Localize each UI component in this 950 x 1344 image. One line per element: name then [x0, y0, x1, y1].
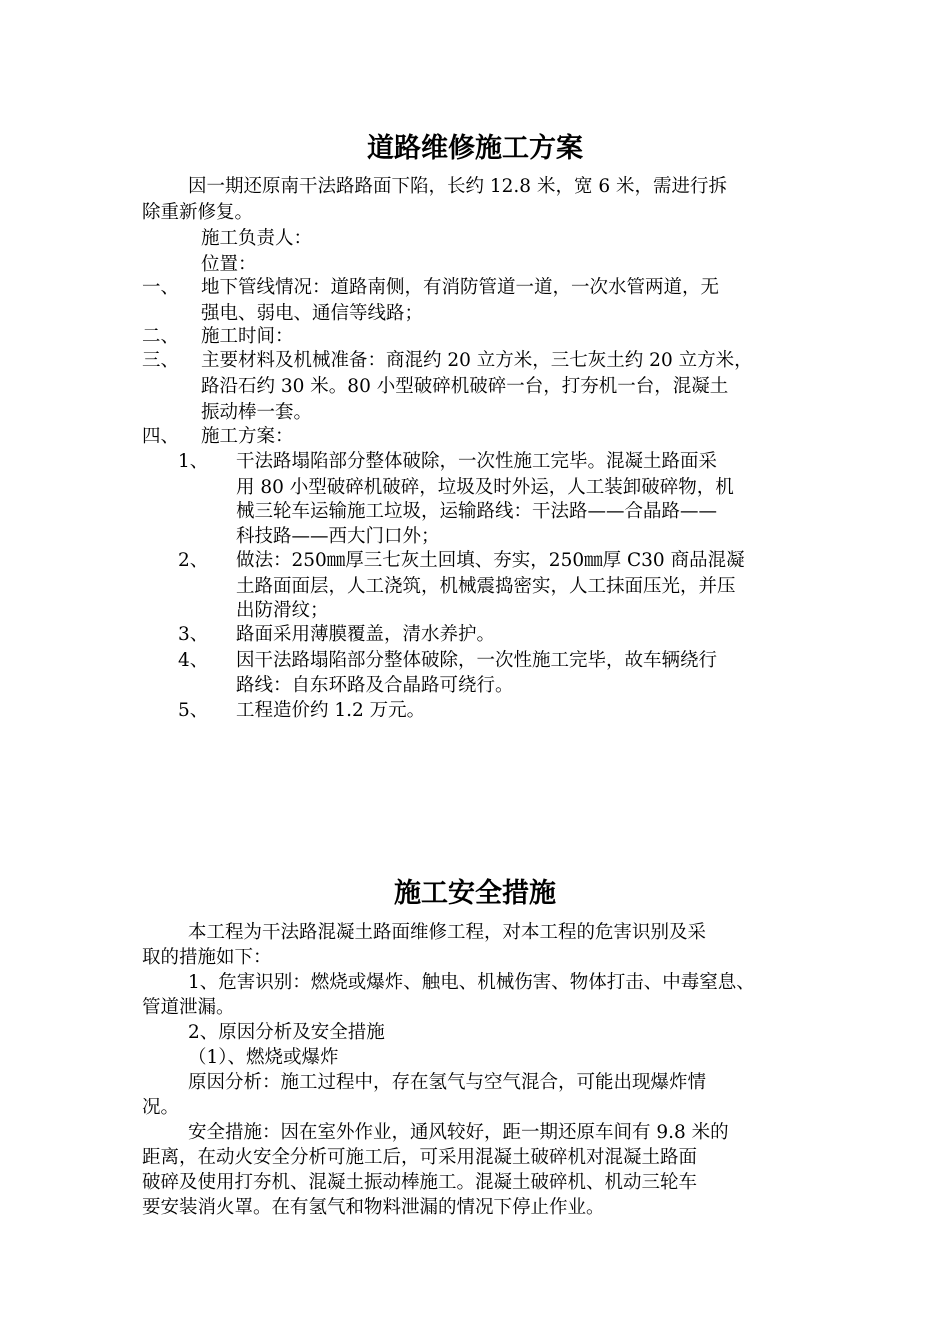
subitem-4-number: 4、: [178, 650, 209, 671]
item-3-line-1: 主要材料及机械准备：商混约 20 立方米，三七灰土约 20 立方米，: [201, 350, 753, 371]
safety-p6-line-3: 破碎及使用打夯机、混凝土振动棒施工。混凝土破碎机、机动三轮车: [142, 1172, 698, 1193]
subitem-4-line-2: 路线：自东环路及合晶路可绕行。: [236, 675, 514, 696]
plan-leader: 施工负责人：: [201, 228, 313, 249]
subitem-1-line-1: 干法路塌陷部分整体破除，一次性施工完毕。混凝土路面采: [236, 451, 718, 472]
subitem-1-line-3: 械三轮车运输施工垃圾，运输路线：干法路——合晶路——: [236, 501, 718, 522]
safety-p6-line-2: 距离，在动火安全分析可施工后，可采用混凝土破碎机对混凝土路面: [142, 1147, 698, 1168]
plan-location: 位置：: [201, 254, 257, 275]
safety-p5-line-1: 原因分析：施工过程中，存在氢气与空气混合，可能出现爆炸情: [188, 1072, 707, 1093]
item-2-line-1: 施工时间：: [201, 326, 294, 347]
subitem-3-line-1: 路面采用薄膜覆盖，清水养护。: [236, 624, 496, 645]
subitem-1-line-2: 用 80 小型破碎机破碎，垃圾及时外运，人工装卸破碎物，机: [236, 477, 734, 498]
safety-p2-line-2: 管道泄漏。: [142, 997, 235, 1018]
item-3-line-3: 振动棒一套。: [201, 402, 313, 423]
subitem-2-line-1: 做法：250㎜厚三七灰土回填、夯实，250㎜厚 C30 商品混凝: [236, 550, 745, 571]
subitem-2-line-3: 出防滑纹；: [236, 600, 329, 621]
subitem-1-line-4: 科技路——西大门口外；: [236, 526, 440, 547]
safety-p1-line-1: 本工程为干法路混凝土路面维修工程，对本工程的危害识别及采: [188, 922, 707, 943]
safety-p2-line-1: 1、危害识别：燃烧或爆炸、触电、机械伤害、物体打击、中毒窒息、: [188, 972, 755, 993]
subitem-1-number: 1、: [178, 451, 209, 472]
item-1-line-1: 地下管线情况：道路南侧，有消防管道一道，一次水管两道，无: [201, 277, 720, 298]
safety-p4-line-1: （1）、燃烧或爆炸: [188, 1047, 339, 1068]
subitem-5-line-1: 工程造价约 1.2 万元。: [236, 700, 426, 721]
item-3-line-2: 路沿石约 30 米。80 小型破碎机破碎一台，打夯机一台，混凝土: [201, 376, 729, 397]
item-1-number: 一、: [142, 277, 180, 298]
plan-intro-line-2: 除重新修复。: [142, 202, 254, 223]
safety-title: 施工安全措施: [394, 878, 556, 909]
safety-p3-line-1: 2、原因分析及安全措施: [188, 1022, 385, 1043]
plan-title: 道路维修施工方案: [367, 133, 583, 164]
subitem-2-number: 2、: [178, 550, 209, 571]
item-2-number: 二、: [142, 326, 180, 347]
item-4-number: 四、: [142, 426, 180, 447]
safety-p6-line-4: 要安装消火罩。在有氢气和物料泄漏的情况下停止作业。: [142, 1197, 605, 1218]
subitem-3-number: 3、: [178, 624, 209, 645]
safety-p6-line-1: 安全措施：因在室外作业，通风较好，距一期还原车间有 9.8 米的: [188, 1122, 729, 1143]
plan-intro-line-1: 因一期还原南干法路路面下陷，长约 12.8 米，宽 6 米，需进行拆: [188, 176, 727, 197]
subitem-2-line-2: 土路面面层，人工浇筑，机械震捣密实，人工抹面压光，并压: [236, 576, 736, 597]
subitem-5-number: 5、: [178, 700, 209, 721]
safety-p1-line-2: 取的措施如下：: [142, 947, 272, 968]
subitem-4-line-1: 因干法路塌陷部分整体破除，一次性施工完毕，故车辆绕行: [236, 650, 718, 671]
item-4-line-1: 施工方案：: [201, 426, 294, 447]
safety-p5-line-2: 况。: [142, 1097, 180, 1118]
item-3-number: 三、: [142, 350, 180, 371]
item-1-line-2: 强电、弱电、通信等线路；: [201, 303, 424, 324]
